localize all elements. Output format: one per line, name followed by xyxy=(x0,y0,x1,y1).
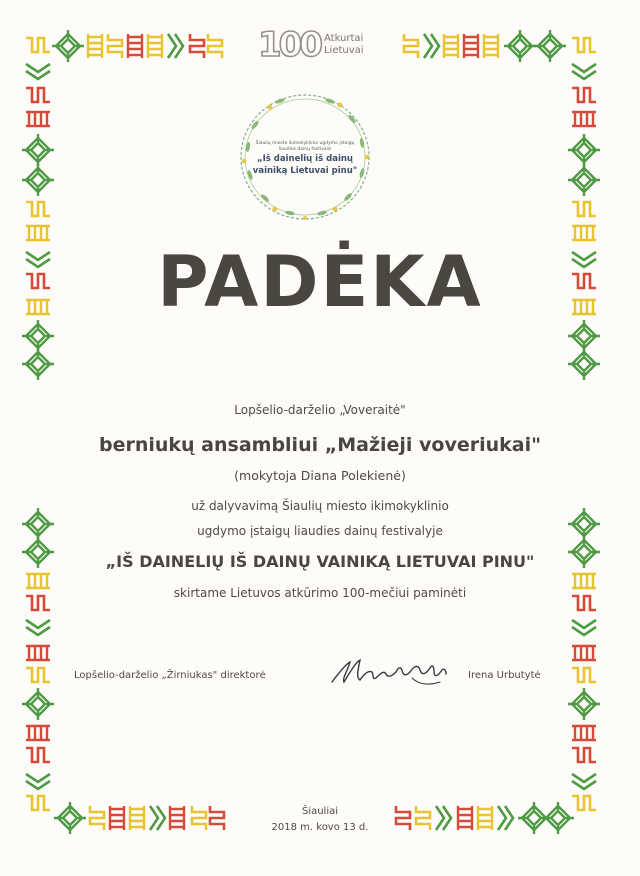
signer-position: Lopšelio-darželio „Žirniukas" direktorė xyxy=(74,670,266,681)
reason-line-1: už dalyvavimą Šiaulių miesto ikimokyklinio xyxy=(191,499,449,513)
logo-line-1: Atkurtai xyxy=(323,33,364,44)
handwritten-signature xyxy=(328,652,458,692)
wreath-title-1: „Iš dainelių iš dainų xyxy=(257,154,353,164)
teacher-line: (mokytoja Diana Polekienė) xyxy=(234,468,406,483)
wreath-title-2: vainiką Lietuvai pinu" xyxy=(252,166,358,176)
institution-line: Lopšelio-darželio „Voveraitė" xyxy=(234,403,406,417)
logo-number: 100 xyxy=(258,25,320,65)
dedication-line: skirtame Lietuvos atkūrimo 100-mečiui paminėti xyxy=(173,586,467,600)
wreath-festival-text xyxy=(236,141,374,176)
wreath-subtitle-1: Šiaulių miesto ikimokyklinio ugdymo įstaigų xyxy=(255,141,355,146)
wreath-subtitle-2: liaudies dainų festivalis xyxy=(278,146,332,152)
centenary-logo xyxy=(258,25,364,65)
signer-name: Irena Urbutytė xyxy=(468,670,541,681)
logo-line-2: Lietuvai xyxy=(323,45,364,56)
reason-line-2: ugdymo įstaigų liaudies dainų festivalyje xyxy=(197,524,443,538)
recipient-line: berniukų ansambliui „Mažieji voveriukai" xyxy=(98,434,542,456)
festival-name: „IŠ DAINELIŲ IŠ DAINŲ VAINIKĄ LIETUVAI PINU" xyxy=(105,552,535,571)
place: Šiauliai xyxy=(301,806,339,817)
date: 2018 m. kovo 13 d. xyxy=(271,822,369,833)
certificate-title: PADĖKA xyxy=(157,241,483,323)
